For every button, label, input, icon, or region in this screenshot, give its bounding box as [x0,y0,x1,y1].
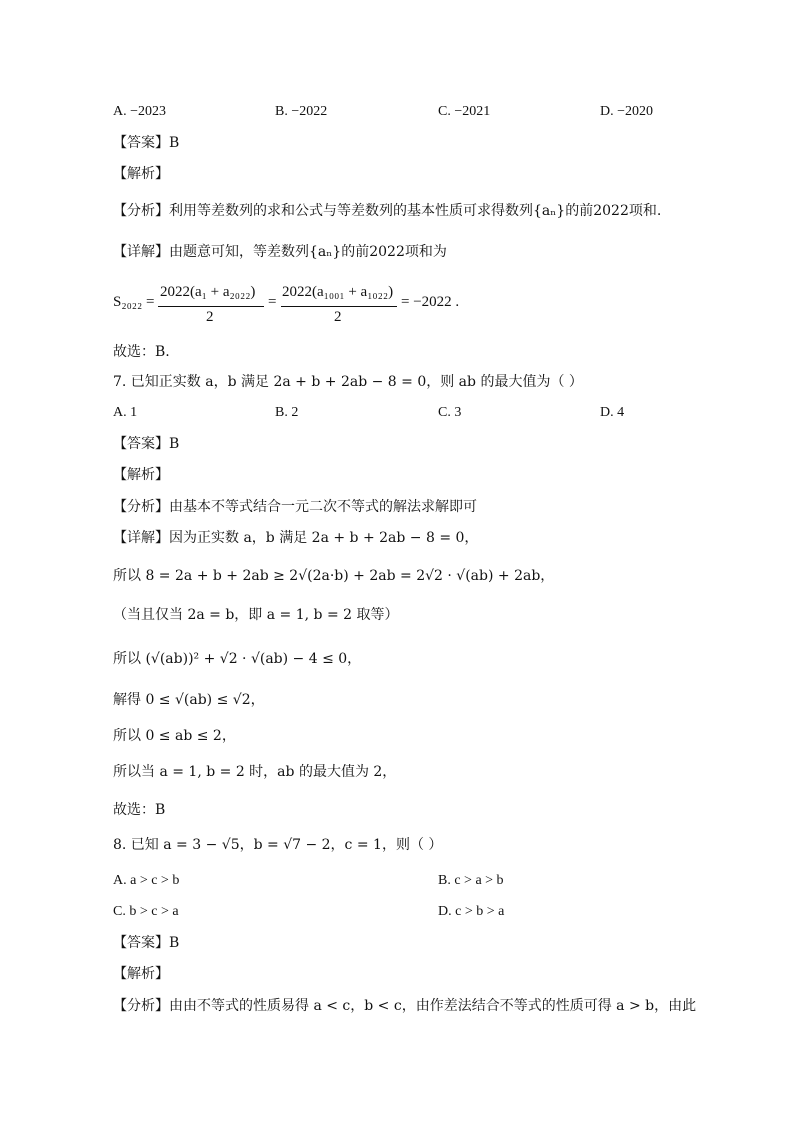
q6-option-b: B. −2022 [275,104,328,119]
q8-option-c: C. b > c > a [113,904,179,919]
q7-stem: 7. 已知正实数 a，b 满足 2a + b + 2ab − 8 = 0，则 ab 的最大值为（ ） [113,374,583,390]
q6-option-d: D. −2020 [600,104,654,119]
q6-detail: 【详解】由题意可知，等差数列{aₙ}的前2022项和为 [113,244,447,260]
q8-jiexi-heading: 【解析】 [113,966,169,982]
formula-denominator-1: 2 [206,309,214,325]
q7-derivation-2: （当且仅当 2a = b，即 a = 1, b = 2 取等） [113,607,399,623]
q7-derivation-6: 所以当 a = 1, b = 2 时，ab 的最大值为 2， [113,764,397,780]
q7-option-a: A. 1 [113,405,138,420]
fraction-bar-1 [158,306,264,307]
q8-stem: 8. 已知 a = 3 − √5，b = √7 − 2，c = 1，则（ ） [113,837,443,853]
q7-answer: 【答案】B [113,436,180,452]
q7-derivation-4: 解得 0 ≤ √(ab) ≤ √2， [113,692,265,708]
q7-jiexi-heading: 【解析】 [113,467,169,483]
q7-derivation-3: 所以 (√(ab))² + √2 · √(ab) − 4 ≤ 0， [113,651,362,667]
formula-denominator-2: 2 [334,309,342,325]
q6-analysis: 【分析】利用等差数列的求和公式与等差数列的基本性质可求得数列{aₙ}的前2022项和. [113,203,662,219]
q7-choose: 故选：B [113,802,166,818]
formula-numerator-1: 2022(a₁ + a₂₀₂₂) [160,284,256,300]
q8-answer: 【答案】B [113,935,180,951]
formula-rhs: = −2022 . [401,294,460,310]
q8-option-a: A. a > c > b [113,873,180,888]
q8-option-d: D. c > b > a [438,904,505,919]
formula-lhs: S₂₀₂₂ = [113,294,155,310]
formula-numerator-2: 2022(a₁₀₀₁ + a₁₀₂₂) [282,284,394,300]
q6-choose: 故选：B. [113,344,170,360]
formula-equals: = [268,294,277,310]
q7-detail: 【详解】因为正实数 a，b 满足 2a + b + 2ab − 8 = 0， [113,530,479,546]
q8-analysis: 【分析】由由不等式的性质易得 a < c，b < c，由作差法结合不等式的性质可得 a > b，由此 [113,998,697,1014]
q7-derivation-5: 所以 0 ≤ ab ≤ 2， [113,728,236,744]
q8-option-b: B. c > a > b [438,873,504,888]
q7-derivation-1: 所以 8 = 2a + b + 2ab ≥ 2√(2a·b) + 2ab = 2√2 · √(ab) + 2ab， [113,568,555,584]
q6-option-c: C. −2021 [438,104,491,119]
q7-option-b: B. 2 [275,405,299,420]
q6-option-a: A. −2023 [113,104,167,119]
q7-analysis: 【分析】由基本不等式结合一元二次不等式的解法求解即可 [113,499,477,515]
q7-option-d: D. 4 [600,405,625,420]
q6-answer: 【答案】B [113,135,180,151]
fraction-bar-2 [281,306,397,307]
q7-option-c: C. 3 [438,405,462,420]
q6-jiexi-heading: 【解析】 [113,166,169,182]
